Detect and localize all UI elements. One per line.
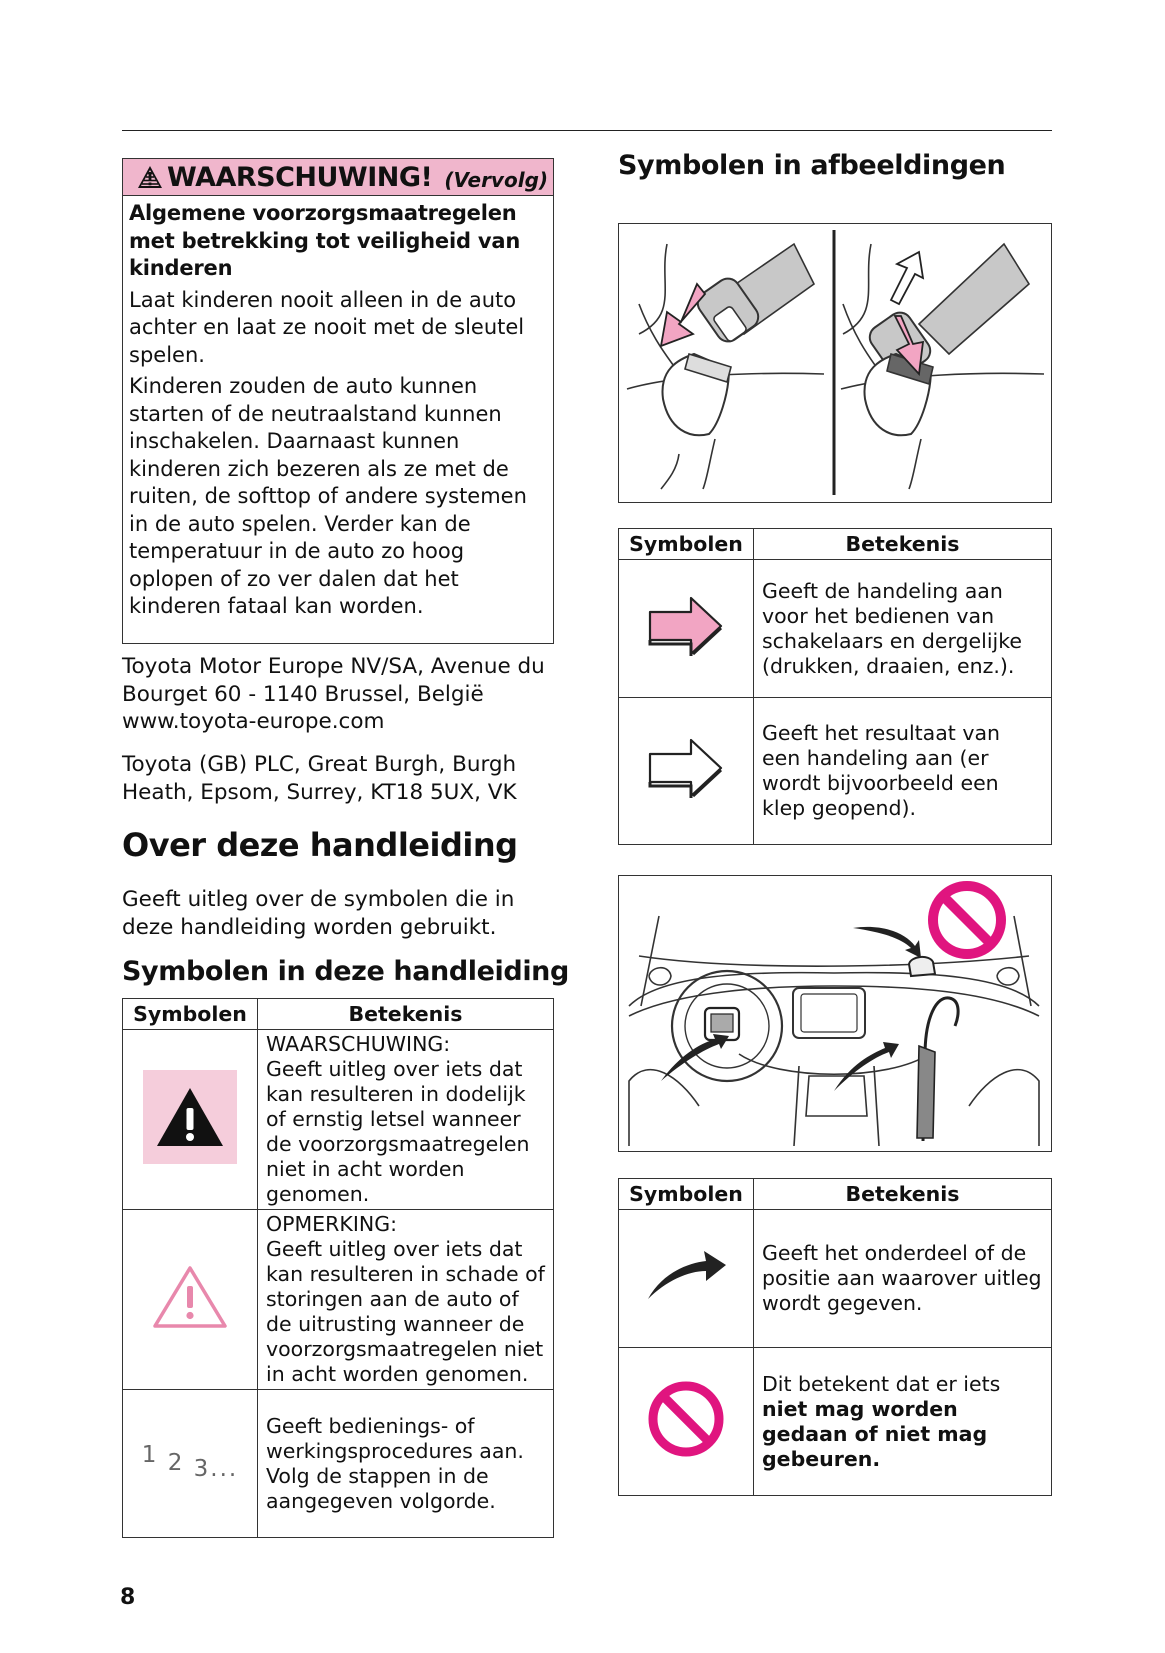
- seatbelt-illustration: [618, 223, 1052, 503]
- warning-continuation: (Vervolg): [444, 168, 549, 192]
- warning-box: [122, 158, 554, 644]
- column-header-symbols: Symbolen: [123, 999, 258, 1030]
- meaning-text: Geeft bedienings- of werkingsprocedures aan. Volg de stappen in de aangegeven volgorde.: [266, 1413, 524, 1513]
- outline-arrow-icon: [647, 736, 725, 800]
- meaning-cell: [754, 698, 1052, 845]
- manual-symbols-title: Symbolen in deze handleiding: [122, 956, 569, 987]
- dashboard-illustration: [618, 875, 1052, 1152]
- address-uk: Toyota (GB) PLC, Great Burgh, Burgh Heath, Epsom, Surrey, KT18 5UX, VK: [122, 752, 517, 805]
- meaning-cell: [754, 560, 1052, 698]
- step-2: 2: [167, 1450, 185, 1476]
- meaning-label: OPMERKING:: [266, 1212, 397, 1236]
- prohibited-icon: [646, 1379, 726, 1459]
- table-row: [619, 698, 1052, 845]
- meaning-text-regular: Dit betekent dat er iets: [762, 1371, 1001, 1396]
- meaning-text: Geeft de handeling aan voor het bedienen van schakelaars en dergelijke (drukken, draaien, enz.).: [762, 578, 1022, 678]
- warning-triangle-icon: [137, 165, 163, 189]
- meaning-text: Geeft uitleg over iets dat kan resulteren in dodelijk of ernstig letsel wanneer de voorzorgsmaatregelen niet in acht worden genomen.: [266, 1057, 530, 1206]
- symbol-cell: [123, 1210, 258, 1390]
- symbol-cell: [619, 1348, 754, 1496]
- warning-title: WAARSCHUWING!: [167, 161, 433, 193]
- meaning-label: WAARSCHUWING:: [266, 1032, 451, 1056]
- warning-filled-icon: [143, 1070, 237, 1164]
- meaning-text: Geeft het resultaat van een handeling aan (er wordt bijvoorbeeld een klep geopend).: [762, 721, 1001, 820]
- column-header-meaning: Betekenis: [754, 529, 1052, 560]
- column-header-meaning: Betekenis: [258, 999, 554, 1030]
- curved-arrow-icon: [644, 1249, 728, 1303]
- symbol-cell: [123, 1390, 258, 1538]
- meaning-cell: [258, 1390, 554, 1538]
- warning-paragraph: Kinderen zouden de auto kunnen starten of de neutraalstand kunnen inschakelen. Daarnaast kunnen kinderen zich bezeren als ze met de ruiten, de softtop of andere systemen in de auto spelen. Verder kan de temperatuur in de auto zo hoog oplopen of zo ver dalen dat het kinderen fataal kan worden.: [129, 374, 527, 618]
- meaning-cell: [258, 1210, 554, 1390]
- section-title: Over deze handleiding: [122, 826, 518, 864]
- dashboard-drawing: [619, 876, 1050, 1150]
- meaning-cell: [754, 1348, 1052, 1496]
- page-number: 8: [120, 1585, 136, 1610]
- warning-subhead: Algemene voorzorgsmaatregelen met betrekking tot veiligheid van kinderen: [129, 201, 521, 280]
- step-1: 1: [141, 1442, 159, 1468]
- figure-symbols-table-2: [618, 1178, 1052, 1496]
- table-row: [619, 560, 1052, 698]
- step-3: 3...: [193, 1456, 239, 1482]
- seatbelt-drawing: [619, 224, 1050, 501]
- caution-outline-icon: [152, 1264, 228, 1330]
- table-row: [123, 1030, 554, 1210]
- warning-paragraph: Laat kinderen nooit alleen in de auto achter en laat ze nooit met de sleutel spelen.: [129, 287, 525, 367]
- address-europe: Toyota Motor Europe NV/SA, Avenue du Bourget 60 - 1140 Brussel, België www.toyota-europe.com: [122, 654, 545, 734]
- top-rule: [122, 130, 1052, 131]
- steps-icon: [123, 1442, 257, 1482]
- column-header-symbols: Symbolen: [619, 1179, 754, 1210]
- meaning-text: Geeft het onderdeel of de positie aan waarover uitleg wordt gegeven.: [762, 1241, 1042, 1315]
- symbol-cell: [619, 560, 754, 698]
- pink-arrow-icon: [647, 594, 725, 658]
- table-row: [123, 1390, 554, 1538]
- figure-symbols-title: Symbolen in afbeeldingen: [618, 150, 1006, 181]
- table-row: [619, 1348, 1052, 1496]
- meaning-cell: [754, 1210, 1052, 1348]
- column-header-meaning: Betekenis: [754, 1179, 1052, 1210]
- meaning-cell: [258, 1030, 554, 1210]
- symbol-cell: [619, 1210, 754, 1348]
- meaning-text: Geeft uitleg over iets dat kan resulteren in schade of storingen aan de auto of de uitrusting wanneer de voorzorgsmaatregelen niet in acht worden genomen.: [266, 1237, 545, 1386]
- column-header-symbols: Symbolen: [619, 529, 754, 560]
- warning-header: [123, 159, 553, 196]
- meaning-text: [762, 1372, 1043, 1472]
- symbol-cell: [619, 698, 754, 845]
- manual-symbols-table: [122, 998, 554, 1538]
- symbol-cell: [123, 1030, 258, 1210]
- table-row: [123, 1210, 554, 1390]
- warning-body: [123, 196, 553, 621]
- meaning-text-bold: niet mag worden gedaan of niet mag gebeuren.: [762, 1396, 988, 1471]
- figure-symbols-table: [618, 528, 1052, 845]
- section-intro: Geeft uitleg over de symbolen die in deze handleiding worden gebruikt.: [122, 887, 515, 940]
- table-row: [619, 1210, 1052, 1348]
